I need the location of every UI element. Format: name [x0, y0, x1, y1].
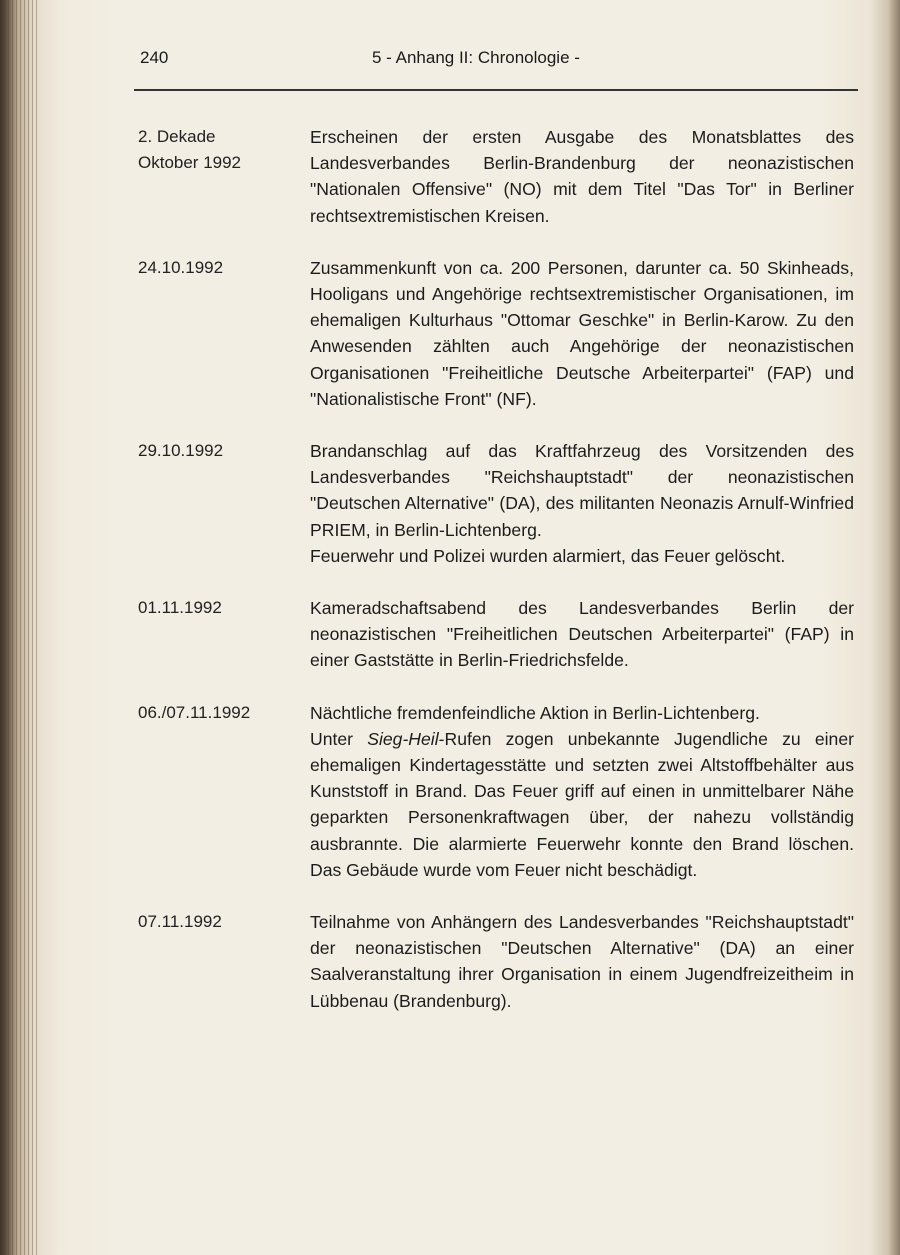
entry-text: [310, 124, 854, 229]
running-title: 5 - Anhang II: Chronologie -: [372, 48, 580, 67]
entry-date: 06./07.11.1992: [138, 702, 251, 722]
chronology-entry: [138, 595, 860, 674]
entry-text: [310, 909, 854, 1014]
entry-text: [310, 255, 854, 412]
chronology-entry: [138, 255, 860, 412]
chronology-entry: [138, 438, 860, 569]
entry-text: [310, 700, 854, 883]
entry-paragraph: Kameradschaftsabend des Landesverbandes Berlin der neonazistischen "Freiheitlichen Deutschen Arbeiterpartei" (FAP) in einer Gaststätte in Berlin-Friedrichsfelde.: [310, 598, 854, 671]
chronology-entries: [138, 124, 860, 1040]
entry-paragraph: Erscheinen der ersten Ausgabe des Monatsblattes des Landesverbandes Berlin-Brandenburg der neonazistischen "Nationalen Offensive" (NO) mit dem Titel "Das Tor" in Berliner rechtsextremistischen Kreisen.: [310, 127, 854, 226]
entry-paragraph: Unter Sieg-Heil-Rufen zogen unbekannte Jugendliche zu einer ehemaligen Kindertagesstätte und setzten zwei Altstoffbehälter aus Kunststoff in Brand. Das Feuer griff auf einen in unmittelbarer Nähe geparkten Personenkraftwagen über, der nahezu vollständig ausbrannte. Die alarmierte Feuerwehr konnte den Brand löschen. Das Gebäude wurde vom Feuer nicht beschädigt.: [310, 728, 854, 880]
chronology-entry: [138, 909, 860, 1014]
entry-date: 29.10.1992: [138, 441, 224, 461]
entry-paragraph: Nächtliche fremdenfeindliche Aktion in Berlin-Lichtenberg.: [310, 702, 760, 723]
entry-date: 2. Dekade Oktober 1992: [138, 127, 242, 172]
entry-text: [310, 595, 854, 674]
page-edge-stack: [0, 0, 40, 1255]
running-header: [140, 48, 860, 78]
entry-date: 24.10.1992: [138, 257, 224, 277]
entry-paragraph: Feuerwehr und Polizei wurden alarmiert, das Feuer gelöscht.: [310, 545, 786, 566]
entry-date: 01.11.1992: [138, 598, 222, 618]
chronology-entry: [138, 700, 860, 883]
chronology-entry: [138, 124, 860, 229]
header-rule: [134, 89, 858, 91]
entry-text: [310, 438, 854, 569]
entry-date: 07.11.1992: [138, 912, 222, 932]
entry-paragraph: Teilnahme von Anhängern des Landesverbandes "Reichshauptstadt" der neonazistischen "Deutschen Alternative" (DA) an einer Saalveranstaltung ihrer Organisation in einem Jugendfreizeitheim in Lübbenau (Brandenburg).: [310, 912, 854, 1011]
page-number: 240: [140, 48, 169, 67]
entry-paragraph: Zusammenkunft von ca. 200 Personen, darunter ca. 50 Skinheads, Hooligans und Angehörige rechtsextremistischer Organisationen, im ehemaligen Kulturhaus "Ottomar Geschke" in Berlin-Karow. Zu den Anwesenden zählten auch Angehörige der neonazistischen Organisationen "Freiheitliche Deutsche Arbeiterpartei" (FAP) und "Nationalistische Front" (NF).: [310, 257, 854, 409]
entry-paragraph: Brandanschlag auf das Kraftfahrzeug des Vorsitzenden des Landesverbandes "Reichshauptstadt" der neonazistischen "Deutschen Alternative" (DA), des militanten Neonazis Arnulf-Winfried PRIEM, in Berlin-Lichtenberg.: [310, 441, 854, 540]
